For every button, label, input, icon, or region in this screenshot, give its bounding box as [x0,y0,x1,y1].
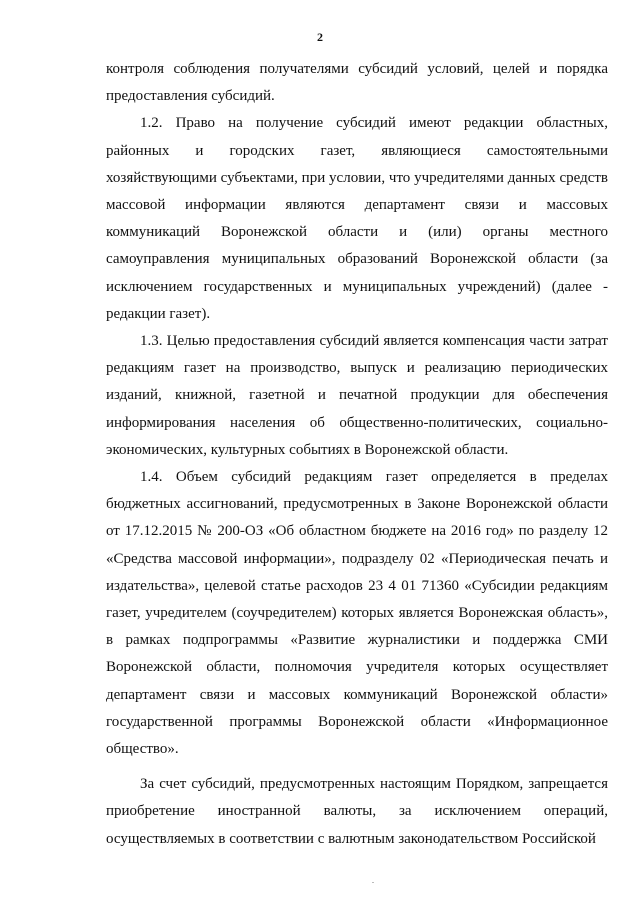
paragraph-intro: контроля соблюдения получателями субсидий условий, целей и порядка предоставления субсидий. [106,61,608,105]
document-body [106,56,608,853]
paragraph-prohibition: За счет субсидий, предусмотренных настоящим Порядком, запрещается приобретение иностранной валюты, за исключением операций, осуществляемых в соответствии с валютным законодательством Российской [106,776,608,847]
scan-speck [372,882,374,883]
paragraph-1-2: 1.2. Право на получение субсидий имеют редакции областных, районных и городских газет, являющиеся самостоятельными хозяйствующими субъектами, при условии, что учредителями данных средств массовой информации являются департамент связи и массовых коммуникаций Воронежской области и (или) органы местного самоуправления муниципальных образований Воронежской области (за исключением государственных и муниципальных учреждений) (далее - редакции газет). [106,115,608,322]
paragraph-1-3: 1.3. Целью предоставления субсидий является компенсация части затрат редакциям газет на производство, выпуск и реализацию периодических изданий, книжной, газетной и печатной продукции для обеспечения информирования населения об общественно-политических, социально-экономических, культурных событиях в Воронежской области. [106,333,608,458]
paragraph-1-4: 1.4. Объем субсидий редакциям газет определяется в пределах бюджетных ассигнований, предусмотренных в Законе Воронежской области от 17.12.2015 № 200-ОЗ «Об областном бюджете на 2016 год» по разделу 12 «Средства массовой информации», подразделу 02 «Периодическая печать и издательства», целевой статье расходов 23 4 01 71360 «Субсидии редакциям газет, учредителем (соучредителем) которых является Воронежская область», в рамках подпрограммы «Развитие журналистики и поддержка СМИ Воронежской области, полномочия учредителя которых осуществляет департамент связи и массовых коммуникаций Воронежской области» государственной программы Воронежской области «Информационное общество». [106,469,608,758]
page-number: 2 [317,30,323,44]
